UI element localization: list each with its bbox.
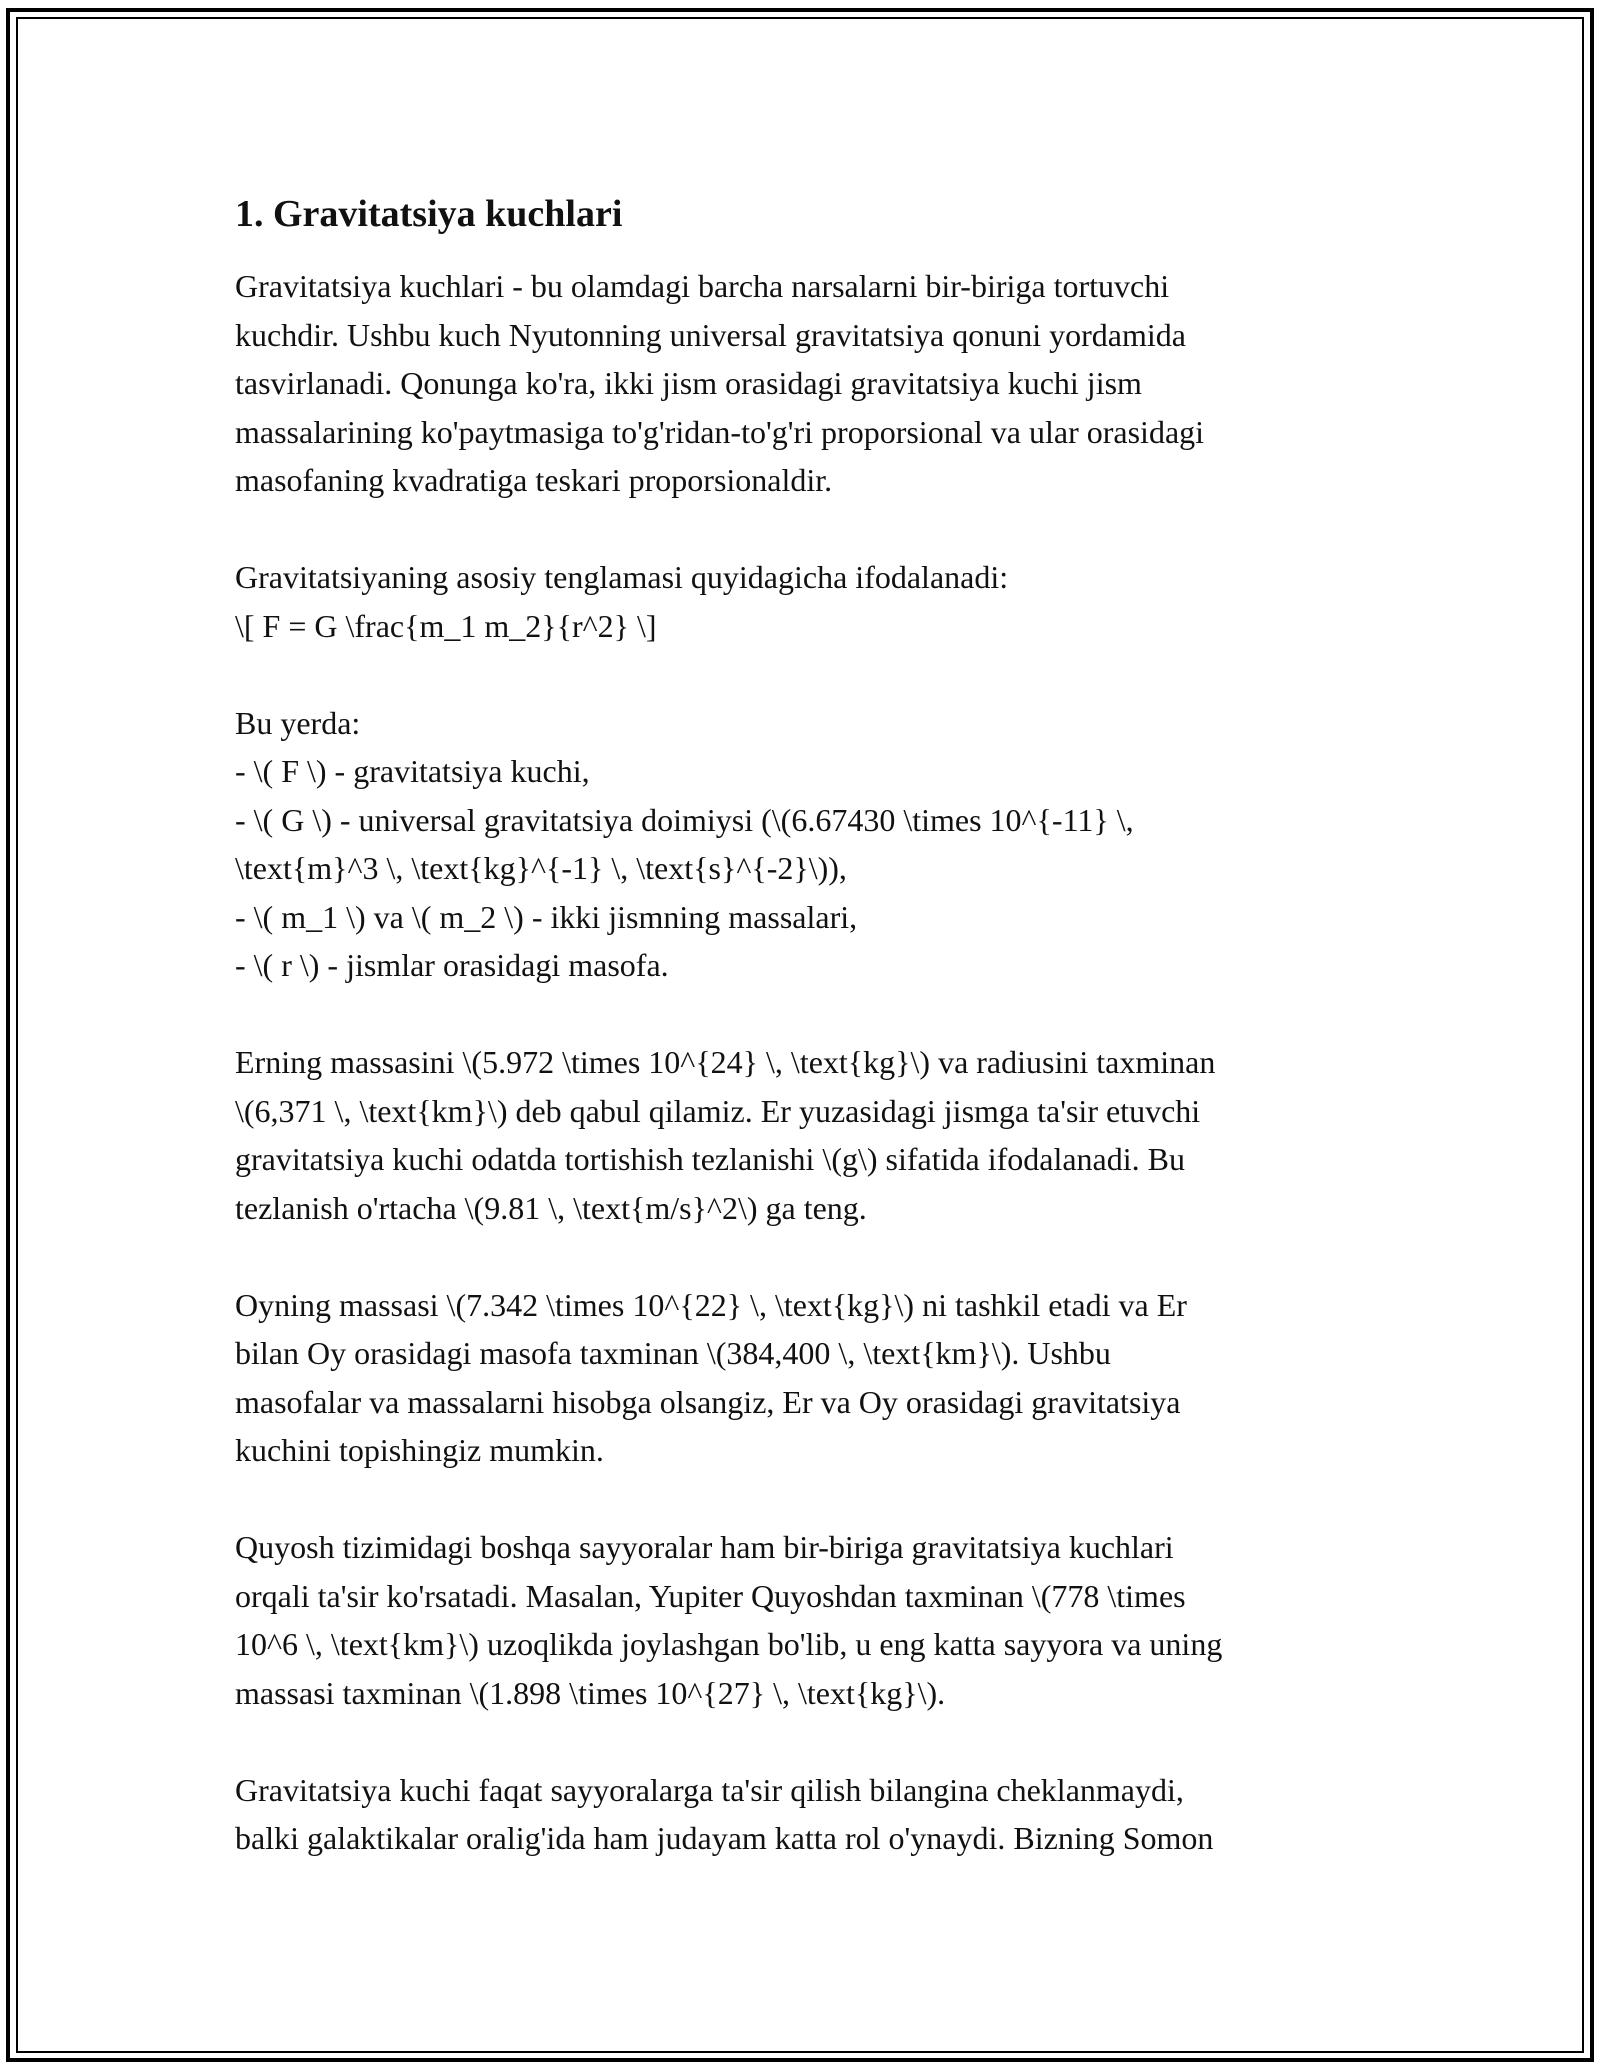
paragraph: [235, 699, 1385, 990]
text-line: Oyning massasi \(7.342 \times 10^{22} \, \text{kg}\) ni tashkil etadi va Er: [235, 1286, 1187, 1323]
text-line: - \( G \) - universal gravitatsiya doimiysi (\(6.67430 \times 10^{-11} \,: [235, 801, 1134, 838]
text-line: tezlanish o'rtacha \(9.81 \, \text{m/s}^2\) ga teng.: [235, 1189, 867, 1226]
paragraph: [235, 1766, 1385, 1863]
paragraph-spacer: [235, 1475, 1385, 1524]
text-line: Erning massasini \(5.972 \times 10^{24} \, \text{kg}\) va radiusini taxminan: [235, 1044, 1216, 1080]
paragraph: [235, 1038, 1385, 1232]
text-line: \[ F = G \frac{m_1 m_2}{r^2} \]: [235, 607, 657, 644]
text-line: tasvirlanadi. Qonunga ko'ra, ikki jism orasidagi gravitatsiya kuchi jism: [235, 365, 1142, 401]
text-line: - \( r \) - jismlar orasidagi masofa.: [235, 947, 669, 983]
text-line: - \( F \) - gravitatsiya kuchi,: [235, 753, 590, 789]
paragraph-spacer: [235, 505, 1385, 554]
document-body: [235, 186, 1385, 1863]
text-line: orqali ta'sir ko'rsatadi. Masalan, Yupiter Quyoshdan taxminan \(778 \times: [235, 1577, 1186, 1614]
text-line: Gravitatsiya kuchlari - bu olamdagi barcha narsalarni bir-biriga tortuvchi: [235, 268, 1170, 304]
paragraph: [235, 1523, 1385, 1717]
text-line: masofalar va massalarni hisobga olsangiz, Er va Oy orasidagi gravitatsiya: [235, 1383, 1181, 1420]
text-line: \(6,371 \, \text{km}\) deb qabul qilamiz. Er yuzasidagi jismga ta'sir etuvchi: [235, 1092, 1201, 1129]
text-line: Quyosh tizimidagi boshqa sayyoralar ham bir-biriga gravitatsiya kuchlari: [235, 1529, 1174, 1565]
paragraph: [235, 1281, 1385, 1475]
text-line: gravitatsiya kuchi odatda tortishish tezlanishi \(g\) sifatida ifodalanadi. Bu: [235, 1141, 1185, 1177]
text-line: bilan Oy orasidagi masofa taxminan \(384,400 \, \text{km}\). Ushbu: [235, 1335, 1111, 1371]
text-line: \text{m}^3 \, \text{kg}^{-1} \, \text{s}^{-2}\)),: [235, 850, 847, 886]
text-line: massalarining ko'paytmasiga to'g'ridan-to'g'ri proporsional va ular orasidagi: [235, 413, 1205, 450]
paragraph: [235, 262, 1385, 505]
paragraph: [235, 553, 1385, 650]
text-line: masofaning kvadratiga teskari proporsionaldir.: [235, 462, 833, 498]
paragraph-spacer: [235, 1717, 1385, 1766]
paragraph-spacer: [235, 1232, 1385, 1281]
text-line: kuchini topishingiz mumkin.: [235, 1432, 604, 1468]
text-line: 10^6 \, \text{km}\) uzoqlikda joylashgan bo'lib, u eng katta sayyora va uning: [235, 1626, 1223, 1662]
paragraph-container: [235, 262, 1385, 1863]
text-line: balki galaktikalar oralig'ida ham judayam katta rol o'ynaydi. Bizning Somon: [235, 1820, 1214, 1856]
paragraph-spacer: [235, 650, 1385, 699]
text-line: Gravitatsiya kuchi faqat sayyoralarga ta'sir qilish bilangina cheklanmaydi,: [235, 1771, 1184, 1808]
text-line: kuchdir. Ushbu kuch Nyutonning universal gravitatsiya qonuni yordamida: [235, 316, 1186, 353]
text-line: massasi taxminan \(1.898 \times 10^{27} \, \text{kg}\).: [235, 1674, 946, 1711]
text-line: Bu yerda:: [235, 704, 361, 741]
section-heading: 1. Gravitatsiya kuchlari: [235, 193, 623, 235]
paragraph-spacer: [235, 990, 1385, 1039]
text-line: Gravitatsiyaning asosiy tenglamasi quyidagicha ifodalanadi:: [235, 559, 1009, 595]
text-line: - \( m_1 \) va \( m_2 \) - ikki jismning massalari,: [235, 898, 858, 935]
